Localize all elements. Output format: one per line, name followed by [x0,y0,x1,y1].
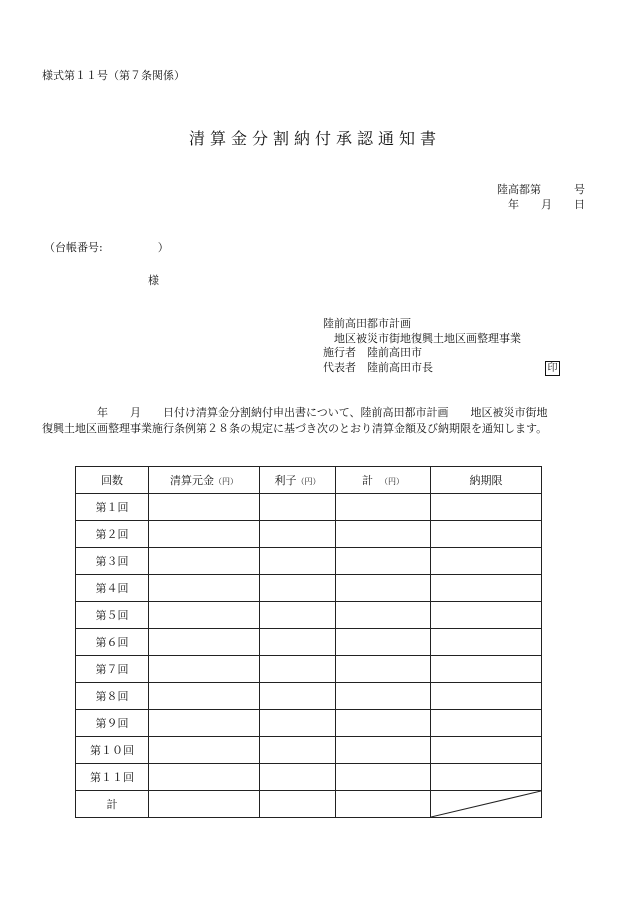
principal-cell[interactable] [149,764,260,791]
form-number: 様式第１１号（第７条関係） [42,69,185,82]
table-row [76,710,542,737]
table-row [76,575,542,602]
row-label: 第１回 [76,494,149,521]
principal-cell[interactable] [149,656,260,683]
deadline-cell[interactable] [431,494,542,521]
total-cell[interactable] [336,602,431,629]
seal-box: 印 [545,361,560,376]
deadline-cell[interactable] [431,737,542,764]
interest-cell[interactable] [260,629,336,656]
deadline-cell[interactable] [431,629,542,656]
row-label: 第５回 [76,602,149,629]
interest-cell[interactable] [260,710,336,737]
notice-body-line2: 復興土地区画整理事業施行条例第２８条の規定に基づき次のとおり清算金額及び納期限を通知します。 [42,422,548,435]
row-label: 第６回 [76,629,149,656]
deadline-na-cell [431,791,542,818]
deadline-cell[interactable] [431,764,542,791]
principal-cell[interactable] [149,548,260,575]
interest-cell[interactable] [260,575,336,602]
header-principal-unit: （円） [214,477,238,486]
deadline-cell[interactable] [431,548,542,575]
table-row [76,764,542,791]
total-cell[interactable] [336,494,431,521]
representative: 代表者 陸前高田市長 [323,360,433,374]
project-name-line2: 地区被災市街地復興土地区画整理事業 [323,331,521,345]
deadline-cell[interactable] [431,656,542,683]
document-title: 清算金分割納付承認通知書 [188,129,441,148]
table-row [76,494,542,521]
total-row-label: 計 [76,791,149,818]
row-label: 第９回 [76,710,149,737]
header-interest: 利子（円） [260,467,336,494]
table-row [76,521,542,548]
header-total-unit: （円） [384,477,404,486]
row-label: 第４回 [76,575,149,602]
interest-cell[interactable] [260,656,336,683]
table-row [76,548,542,575]
project-name-line1: 陸前高田都市計画 [323,317,411,330]
document-date: 年 月 日 [508,198,585,211]
header-count: 回数 [76,467,149,494]
installment-table [75,466,542,818]
total-cell[interactable] [336,656,431,683]
header-interest-unit: （円） [296,477,321,486]
operator: 施行者 陸前高田市 [323,346,422,359]
interest-total-cell[interactable] [260,791,336,818]
interest-cell[interactable] [260,521,336,548]
total-cell[interactable] [336,521,431,548]
row-label: 第７回 [76,656,149,683]
interest-cell[interactable] [260,737,336,764]
row-label: 第２回 [76,521,149,548]
addressee: 様 [148,274,159,287]
grand-total-cell[interactable] [336,791,431,818]
row-label: 第１１回 [76,764,149,791]
deadline-cell[interactable] [431,602,542,629]
table-row [76,629,542,656]
total-cell[interactable] [336,575,431,602]
table-row [76,737,542,764]
interest-cell[interactable] [260,494,336,521]
deadline-cell[interactable] [431,710,542,737]
issuer-block [323,317,521,375]
total-cell[interactable] [336,683,431,710]
deadline-cell[interactable] [431,521,542,548]
principal-cell[interactable] [149,521,260,548]
total-cell[interactable] [336,737,431,764]
deadline-cell[interactable] [431,575,542,602]
header-deadline: 納期限 [431,467,542,494]
interest-cell[interactable] [260,548,336,575]
row-label: 第８回 [76,683,149,710]
document-number: 陸高都第 号 [497,183,585,196]
table-row [76,656,542,683]
table-row [76,602,542,629]
row-label: 第３回 [76,548,149,575]
table-row [76,683,542,710]
header-principal: 清算元金（円） [149,467,260,494]
principal-cell[interactable] [149,683,260,710]
principal-cell[interactable] [149,602,260,629]
principal-cell[interactable] [149,494,260,521]
interest-cell[interactable] [260,683,336,710]
table-total-row [76,791,542,818]
deadline-cell[interactable] [431,683,542,710]
principal-cell[interactable] [149,737,260,764]
total-cell[interactable] [336,629,431,656]
table-header-row [76,467,542,494]
notice-body [42,405,548,437]
principal-total-cell[interactable] [149,791,260,818]
principal-cell[interactable] [149,575,260,602]
total-cell[interactable] [336,764,431,791]
row-label: 第１０回 [76,737,149,764]
ledger-number: （台帳番号: ） [44,241,169,254]
total-cell[interactable] [336,548,431,575]
header-total: 計 （円） [336,467,431,494]
interest-cell[interactable] [260,602,336,629]
notice-body-line1: 年 月 日付け清算金分割納付申出書について、陸前高田都市計画 地区被災市街地 [42,406,548,419]
diagonal-slash [431,791,541,817]
interest-cell[interactable] [260,764,336,791]
principal-cell[interactable] [149,629,260,656]
principal-cell[interactable] [149,710,260,737]
total-cell[interactable] [336,710,431,737]
